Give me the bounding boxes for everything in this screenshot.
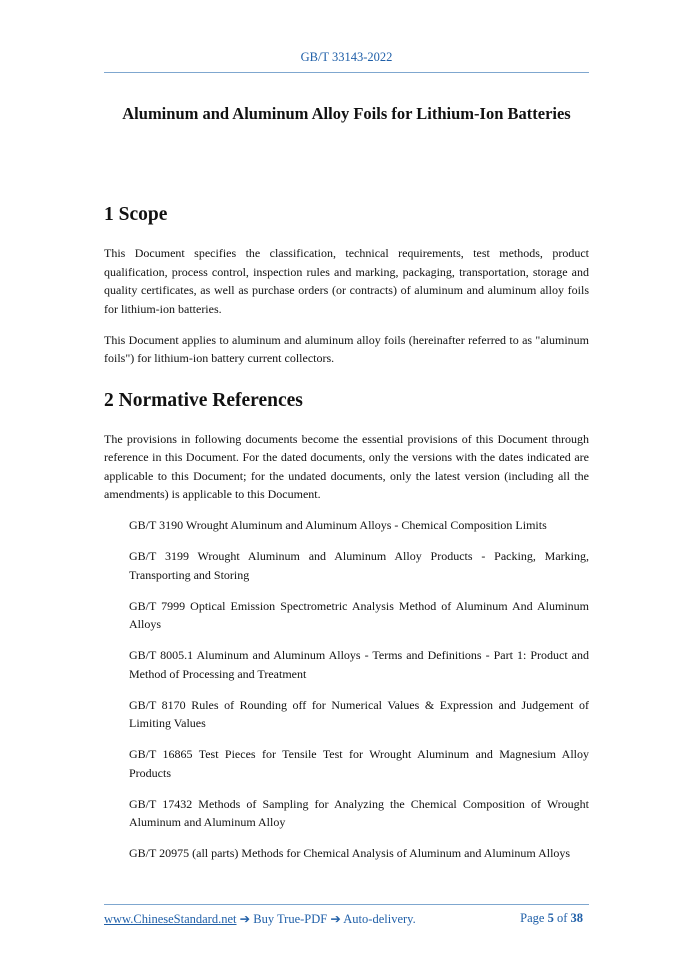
section-normative-references: [104, 386, 589, 863]
page-number: [520, 911, 583, 926]
section-scope: [104, 200, 589, 368]
scope-paragraph: This Document applies to aluminum and aluminum alloy foils (hereinafter referred to as "aluminum foils") for lithium-ion battery current collectors.: [104, 332, 589, 365]
section-heading-scope: 1 Scope: [104, 204, 168, 225]
site-link[interactable]: www.ChineseStandard.net: [104, 912, 237, 926]
footer-links: [104, 911, 416, 927]
auto-delivery-text: Auto-delivery.: [343, 912, 416, 926]
arrow-right-icon: ➔: [330, 912, 341, 926]
reference-item: GB/T 3199 Wrought Aluminum and Aluminum Alloy Products - Packing, Marking, Transporting and Storing: [129, 549, 589, 582]
reference-item: GB/T 16865 Test Pieces for Tensile Test for Wrought Aluminum and Magnesium Alloy Products: [129, 747, 589, 780]
reference-item: GB/T 20975 (all parts) Methods for Chemical Analysis of Aluminum and Aluminum Alloys: [129, 846, 571, 860]
reference-item: GB/T 8170 Rules of Rounding off for Numerical Values & Expression and Judgement of Limiting Values: [129, 697, 589, 730]
page-of-label: of: [556, 911, 568, 925]
page-header-standard-code: GB/T 33143-2022: [300, 50, 393, 64]
buy-true-pdf-link[interactable]: Buy True-PDF: [253, 912, 328, 926]
page-label: Page: [520, 911, 545, 925]
arrow-right-icon: ➔: [239, 912, 251, 926]
footer-divider: [104, 904, 589, 905]
document-title: Aluminum and Aluminum Alloy Foils for Lithium-Ion Batteries: [122, 104, 571, 123]
reference-item: GB/T 3190 Wrought Aluminum and Aluminum Alloys - Chemical Composition Limits: [129, 518, 547, 532]
page-current: 5: [547, 911, 554, 925]
normative-intro-paragraph: The provisions in following documents become the essential provisions of this Document through reference in this Document. For the dated documents, only the versions with the dates indicated are applicable to this Document; for the undated documents, only the latest version (including all the amendments) is applicable to this Document.: [104, 431, 589, 501]
reference-item: GB/T 7999 Optical Emission Spectrometric Analysis Method of Aluminum And Aluminum Alloys: [129, 598, 589, 631]
reference-item: GB/T 8005.1 Aluminum and Aluminum Alloys - Terms and Definitions - Part 1: Product and Method of Processing and Treatment: [129, 648, 589, 681]
document-body: [104, 200, 589, 881]
page-total: 38: [570, 911, 583, 925]
header-divider: [104, 72, 589, 73]
section-heading-normative-references: 2 Normative References: [104, 389, 303, 411]
scope-paragraph: This Document specifies the classification, technical requirements, test methods, product qualification, process control, inspection rules and marking, packaging, transportation, storage and quality certificates, as well as purchase orders (or contracts) of aluminum and aluminum alloy foils for lithium-ion batteries.: [104, 246, 589, 316]
reference-item: GB/T 17432 Methods of Sampling for Analyzing the Chemical Composition of Wrought Aluminum and Aluminum Alloy: [129, 796, 589, 829]
